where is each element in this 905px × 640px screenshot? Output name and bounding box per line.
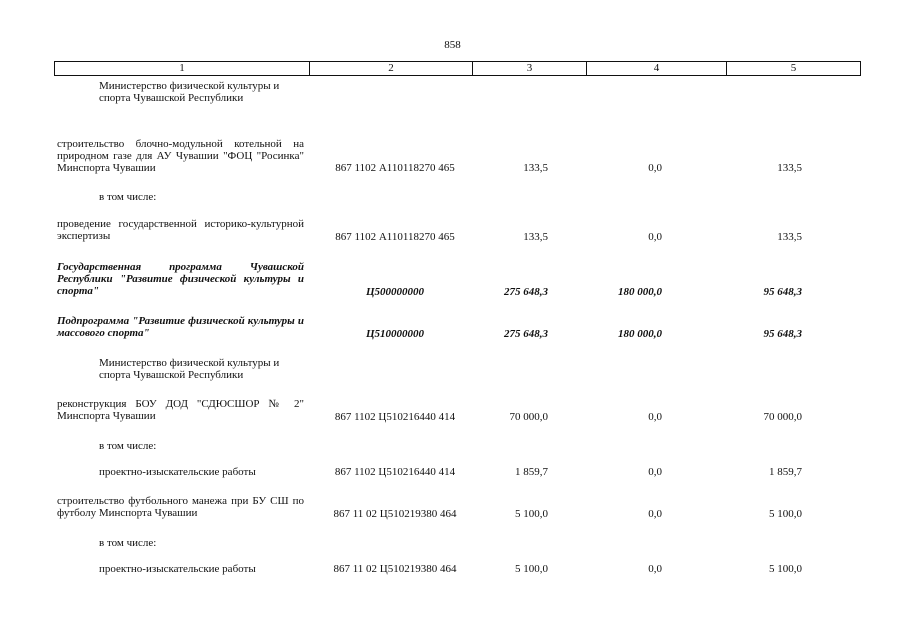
row-name: проектно-изыскательские работы [99, 466, 256, 478]
row-value-4: 0,0 [648, 411, 662, 423]
row-value-3: 1 859,7 [515, 466, 548, 478]
row-name: реконструкция БОУ ДОД "СДЮСШОР № 2" Минспорта Чувашии [57, 398, 304, 422]
row-value-3: 275 648,3 [504, 328, 548, 340]
row-value-3: 5 100,0 [515, 508, 548, 520]
row-code: 867 1102 Ц510216440 414 [334, 466, 456, 478]
row-value-3: 5 100,0 [515, 563, 548, 575]
row-name: строительство блочно-модульной котельной на природном газе для АУ Чувашии "ФОЦ "Росинка" Минспорта Чувашии [57, 138, 304, 174]
row-code: 867 1102 Ц510216440 414 [334, 411, 456, 423]
row-value-4: 0,0 [648, 466, 662, 478]
row-code: 867 1102 А110118270 465 [335, 162, 455, 174]
row-name: строительство футбольного манежа при БУ СШ по футболу Минспорта Чувашии [57, 495, 304, 519]
row-value-5: 95 648,3 [763, 328, 802, 340]
row-value-5: 133,5 [777, 162, 802, 174]
row-code: Ц510000000 [365, 328, 425, 340]
row-value-3: 133,5 [523, 231, 548, 243]
row-name: проведение государственной историко-культурной экспертизы [57, 218, 304, 242]
row-name: Подпрограмма "Развитие физической культуры и массового спорта" [57, 315, 304, 339]
column-header-table [54, 61, 861, 76]
row-value-3: 133,5 [523, 162, 548, 174]
row-value-4: 0,0 [648, 508, 662, 520]
row-name: Министерство физической культуры и спорта Чувашской Республики [99, 357, 280, 381]
row-value-5: 5 100,0 [769, 508, 802, 520]
row-value-5: 5 100,0 [769, 563, 802, 575]
row-code: 867 1102 А110118270 465 [335, 231, 455, 243]
row-value-5: 95 648,3 [763, 286, 802, 298]
row-value-4: 180 000,0 [618, 328, 662, 340]
column-header-4: 4 [587, 62, 727, 76]
row-name: в том числе: [99, 191, 157, 203]
row-name: Министерство физической культуры и спорта Чувашской Республики [99, 80, 280, 104]
row-name: в том числе: [99, 537, 157, 549]
row-value-4: 180 000,0 [618, 286, 662, 298]
row-name: проектно-изыскательские работы [99, 563, 256, 575]
column-header-2: 2 [310, 62, 473, 76]
row-value-4: 0,0 [648, 563, 662, 575]
row-code: 867 11 02 Ц510219380 464 [333, 508, 457, 520]
column-header-5: 5 [727, 62, 861, 76]
column-header-row [55, 62, 861, 76]
row-name: в том числе: [99, 440, 157, 452]
page-number: 858 [444, 39, 461, 51]
row-code: 867 11 02 Ц510219380 464 [333, 563, 457, 575]
column-header-1: 1 [55, 62, 310, 76]
row-name: Государственная программа Чувашской Республики "Развитие физической культуры и спорта" [57, 261, 304, 297]
row-value-5: 133,5 [777, 231, 802, 243]
row-value-4: 0,0 [648, 162, 662, 174]
column-header-3: 3 [473, 62, 587, 76]
row-value-4: 0,0 [648, 231, 662, 243]
row-code: Ц500000000 [365, 286, 425, 298]
row-value-3: 70 000,0 [509, 411, 548, 423]
row-value-3: 275 648,3 [504, 286, 548, 298]
row-value-5: 70 000,0 [763, 411, 802, 423]
row-value-5: 1 859,7 [769, 466, 802, 478]
